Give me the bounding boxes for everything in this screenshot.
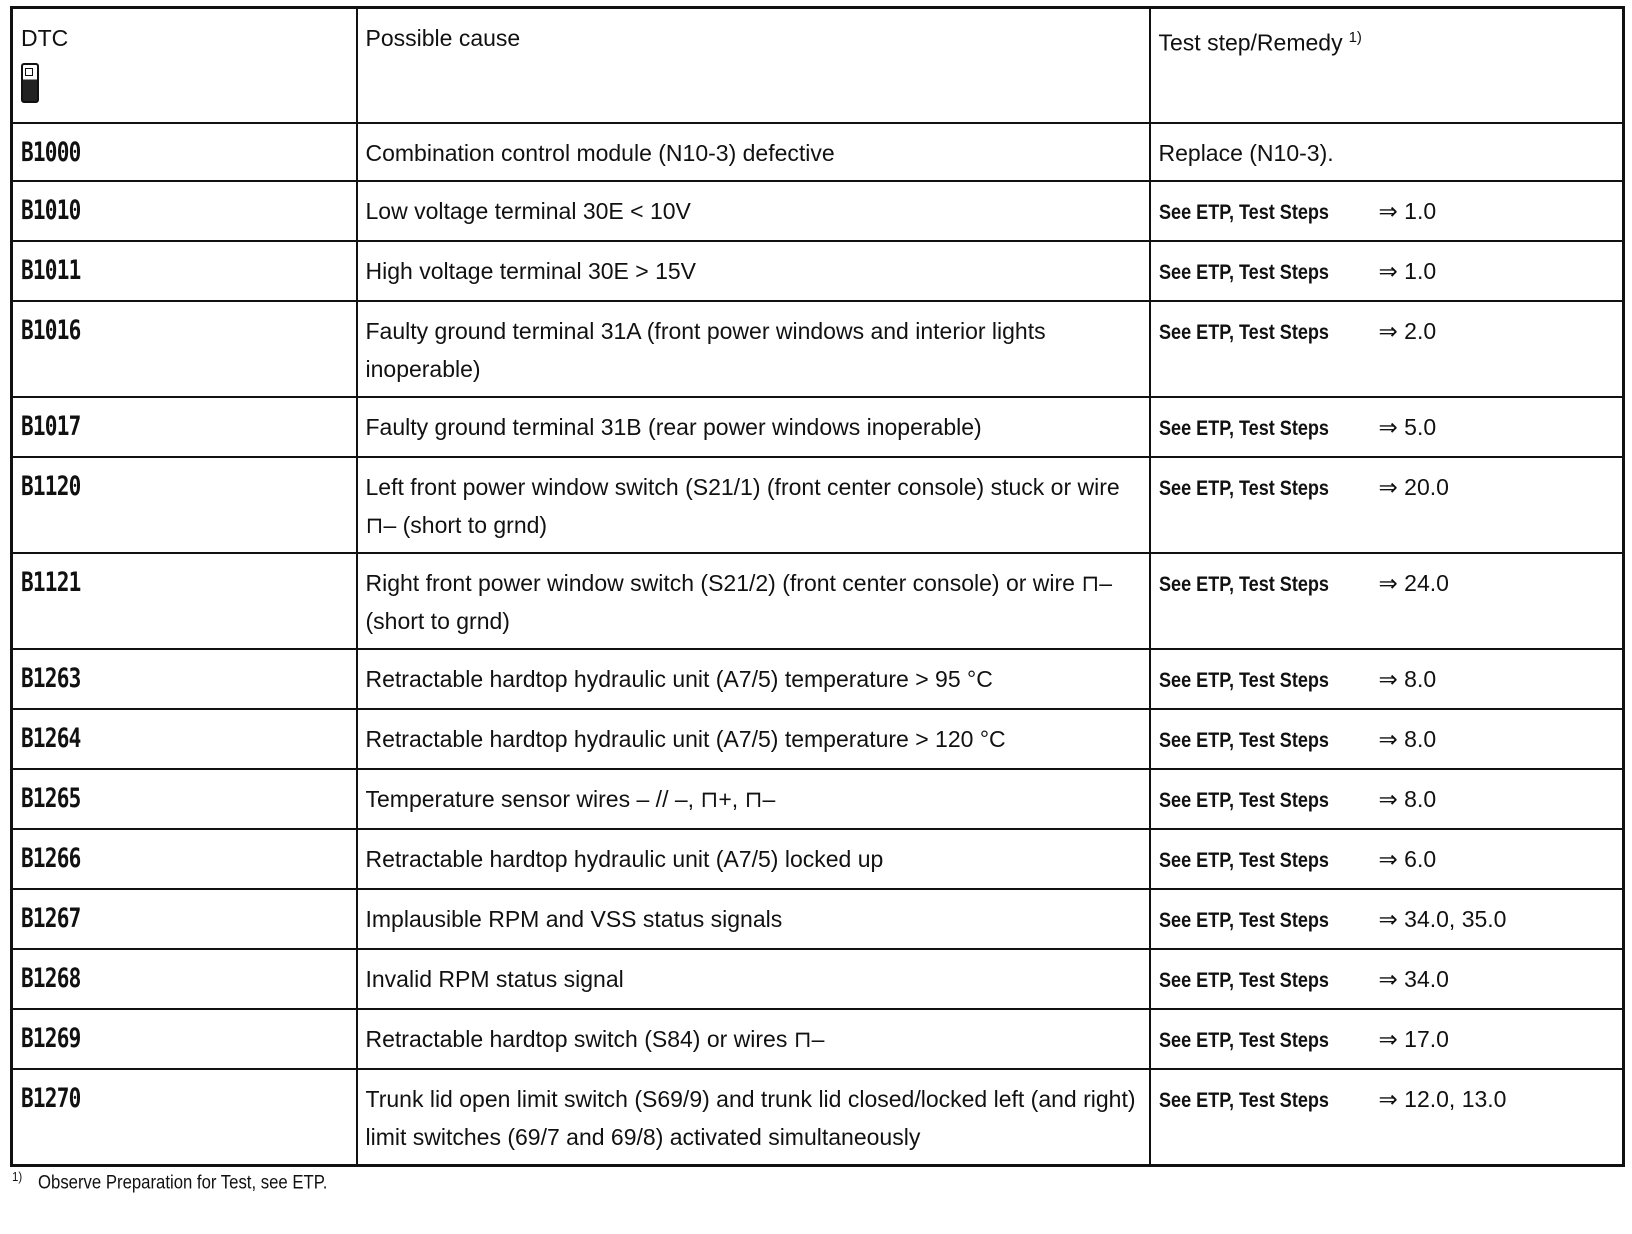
dtc-code: B1016 (21, 315, 81, 346)
see-etp-text: See ETP, Test Steps (1158, 417, 1329, 440)
cause-text: Retractable hardtop hydraulic unit (A7/5) temperature > 120 °C (365, 726, 1006, 752)
see-etp-text: See ETP, Test Steps (1158, 729, 1329, 752)
header-cause-label: Possible cause (365, 25, 521, 51)
dtc-code: B1270 (21, 1083, 81, 1114)
test-step-ref: ⇒ 17.0 (1378, 1026, 1449, 1052)
remedy-cell (1150, 1009, 1624, 1069)
table-row (12, 1009, 1624, 1069)
header-dtc-label: DTC (21, 25, 69, 51)
dtc-code: B1017 (21, 411, 81, 442)
dtc-cell (12, 181, 357, 241)
see-etp-text: See ETP, Test Steps (1158, 969, 1329, 992)
remedy-text: Replace (N10-3). (1158, 140, 1334, 166)
table-row (12, 241, 1624, 301)
test-step-ref: ⇒ 2.0 (1378, 318, 1437, 344)
cause-text: Trunk lid open limit switch (S69/9) and trunk lid closed/locked left (and right) limit switches (69/7 and 69/8) activated simultaneously (365, 1086, 1136, 1150)
cause-text: Right front power window switch (S21/2) (front center console) or wire ⊓– (short to grnd) (365, 570, 1113, 634)
cause-text: High voltage terminal 30E > 15V (365, 258, 697, 284)
cause-text: Temperature sensor wires – // –, ⊓+, ⊓– (365, 786, 776, 812)
table-row (12, 709, 1624, 769)
remedy-cell (1150, 123, 1624, 181)
cause-cell (357, 949, 1150, 1009)
cause-text: Faulty ground terminal 31B (rear power windows inoperable) (365, 414, 982, 440)
dtc-cell (12, 1069, 357, 1166)
cause-text: Low voltage terminal 30E < 10V (365, 198, 691, 224)
dtc-cell (12, 889, 357, 949)
test-step-ref: ⇒ 8.0 (1378, 726, 1437, 752)
dtc-code: B1263 (21, 663, 81, 694)
test-step-ref: ⇒ 24.0 (1378, 570, 1449, 596)
dtc-code: B1269 (21, 1023, 81, 1054)
footnote-mark: 1) (12, 1169, 23, 1184)
test-step-ref: ⇒ 8.0 (1378, 666, 1437, 692)
dtc-code: B1000 (21, 137, 81, 168)
cause-text: Faulty ground terminal 31A (front power windows and interior lights inoperable) (365, 318, 1046, 382)
cause-cell (357, 553, 1150, 649)
table-row (12, 1069, 1624, 1166)
remedy-cell (1150, 241, 1624, 301)
remedy-cell (1150, 829, 1624, 889)
cause-cell (357, 241, 1150, 301)
dtc-cell (12, 829, 357, 889)
header-remedy-note: 1) (1348, 29, 1362, 46)
test-step-ref: ⇒ 1.0 (1378, 258, 1437, 284)
dtc-table (10, 6, 1625, 1167)
cause-cell (357, 397, 1150, 457)
see-etp-text: See ETP, Test Steps (1158, 1029, 1329, 1052)
header-possible-cause (357, 8, 1150, 124)
dtc-cell (12, 301, 357, 397)
see-etp-text: See ETP, Test Steps (1158, 261, 1329, 284)
table-row (12, 889, 1624, 949)
remedy-cell (1150, 397, 1624, 457)
test-step-ref: ⇒ 6.0 (1378, 846, 1437, 872)
see-etp-text: See ETP, Test Steps (1158, 789, 1329, 812)
dtc-cell (12, 1009, 357, 1069)
cause-text: Left front power window switch (S21/1) (front center console) stuck or wire ⊓– (short to grnd) (365, 474, 1120, 538)
table-row (12, 397, 1624, 457)
table-row (12, 123, 1624, 181)
table-row (12, 553, 1624, 649)
dtc-cell (12, 769, 357, 829)
dtc-code: B1120 (21, 471, 81, 502)
remedy-cell (1150, 889, 1624, 949)
document-page (10, 6, 1622, 1228)
test-step-ref: ⇒ 34.0, 35.0 (1378, 906, 1507, 932)
remedy-cell (1150, 553, 1624, 649)
remedy-cell (1150, 457, 1624, 553)
see-etp-text: See ETP, Test Steps (1158, 909, 1329, 932)
table-row (12, 649, 1624, 709)
see-etp-text: See ETP, Test Steps (1158, 1089, 1329, 1112)
footnote-text: Observe Preparation for Test, see ETP. (38, 1172, 328, 1194)
table-row (12, 181, 1624, 241)
cause-cell (357, 709, 1150, 769)
remedy-cell (1150, 1069, 1624, 1166)
dtc-cell (12, 397, 357, 457)
test-step-ref: ⇒ 12.0, 13.0 (1378, 1086, 1507, 1112)
cause-text: Implausible RPM and VSS status signals (365, 906, 783, 932)
dtc-code: B1121 (21, 567, 81, 598)
remedy-cell (1150, 301, 1624, 397)
header-remedy-label: Test step/Remedy (1158, 29, 1343, 56)
dtc-cell (12, 241, 357, 301)
cause-text: Retractable hardtop hydraulic unit (A7/5) locked up (365, 846, 884, 872)
remedy-cell (1150, 181, 1624, 241)
remedy-cell (1150, 709, 1624, 769)
cause-text: Retractable hardtop hydraulic unit (A7/5) temperature > 95 °C (365, 666, 993, 692)
see-etp-text: See ETP, Test Steps (1158, 477, 1329, 500)
dtc-code: B1264 (21, 723, 81, 754)
see-etp-text: See ETP, Test Steps (1158, 321, 1329, 344)
test-step-ref: ⇒ 1.0 (1378, 198, 1437, 224)
dtc-cell (12, 949, 357, 1009)
cause-cell (357, 829, 1150, 889)
dtc-code: B1010 (21, 195, 81, 226)
test-step-ref: ⇒ 34.0 (1378, 966, 1449, 992)
cause-cell (357, 457, 1150, 553)
dtc-cell (12, 553, 357, 649)
cause-text: Combination control module (N10-3) defective (365, 140, 835, 166)
dtc-cell (12, 709, 357, 769)
see-etp-text: See ETP, Test Steps (1158, 201, 1329, 224)
remedy-cell (1150, 769, 1624, 829)
cause-text: Invalid RPM status signal (365, 966, 624, 992)
table-header-row (12, 8, 1624, 124)
test-step-ref: ⇒ 8.0 (1378, 786, 1437, 812)
footnote (12, 1169, 327, 1194)
test-step-ref: ⇒ 20.0 (1378, 474, 1449, 500)
see-etp-text: See ETP, Test Steps (1158, 669, 1329, 692)
table-row (12, 769, 1624, 829)
cause-cell (357, 889, 1150, 949)
cause-cell (357, 1009, 1150, 1069)
dtc-cell (12, 457, 357, 553)
table-row (12, 301, 1624, 397)
dtc-cell (12, 649, 357, 709)
diagnostic-tester-icon (21, 63, 39, 103)
table-row (12, 949, 1624, 1009)
dtc-cell (12, 123, 357, 181)
cause-cell (357, 123, 1150, 181)
table-row (12, 457, 1624, 553)
test-step-ref: ⇒ 5.0 (1378, 414, 1437, 440)
table-row (12, 829, 1624, 889)
cause-cell (357, 181, 1150, 241)
remedy-cell (1150, 949, 1624, 1009)
cause-cell (357, 301, 1150, 397)
cause-text: Retractable hardtop switch (S84) or wires ⊓– (365, 1026, 825, 1052)
dtc-code: B1268 (21, 963, 81, 994)
see-etp-text: See ETP, Test Steps (1158, 573, 1329, 596)
header-dtc (12, 8, 357, 124)
dtc-code: B1265 (21, 783, 81, 814)
remedy-cell (1150, 649, 1624, 709)
cause-cell (357, 769, 1150, 829)
dtc-code: B1267 (21, 903, 81, 934)
header-test-step-remedy (1150, 8, 1624, 124)
dtc-code: B1266 (21, 843, 81, 874)
cause-cell (357, 1069, 1150, 1166)
dtc-code: B1011 (21, 255, 81, 286)
see-etp-text: See ETP, Test Steps (1158, 849, 1329, 872)
cause-cell (357, 649, 1150, 709)
